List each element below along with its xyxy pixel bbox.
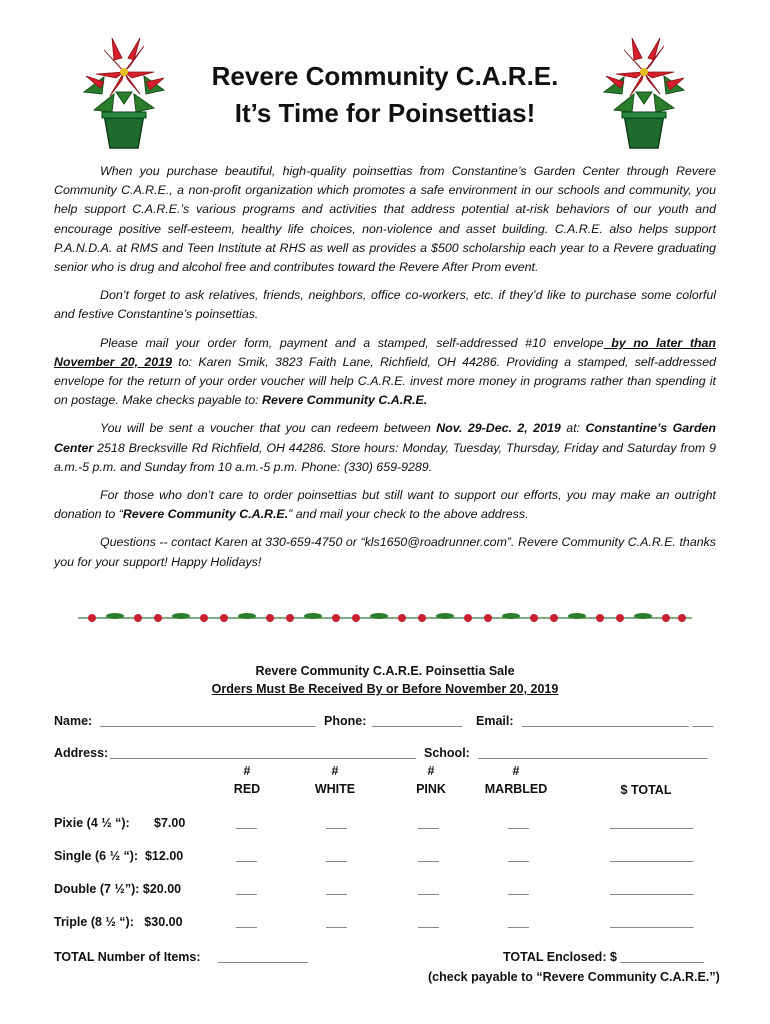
total-field-pixie[interactable]: ____________ bbox=[610, 816, 694, 830]
qty-field-triple-pink[interactable]: ___ bbox=[418, 915, 439, 929]
column-hash: # bbox=[512, 764, 520, 778]
qty-field-single-pink[interactable]: ___ bbox=[418, 849, 439, 863]
qty-field-double-pink[interactable]: ___ bbox=[418, 882, 439, 896]
qty-field-double-red[interactable]: ___ bbox=[236, 882, 257, 896]
qty-field-single-marbled[interactable]: ___ bbox=[508, 849, 529, 863]
column-header-marbled bbox=[471, 764, 561, 796]
total-items-label: TOTAL Number of Items: bbox=[54, 950, 201, 964]
address-field[interactable]: ____________________________________________ bbox=[110, 746, 416, 760]
school-field[interactable]: _________________________________ bbox=[478, 746, 708, 760]
column-label: MARBLED bbox=[484, 782, 548, 796]
page-title bbox=[180, 58, 590, 132]
column-hash: # bbox=[331, 764, 339, 778]
p5-text-a: For those who don’t care to order poinsettias but still want to support our efforts, you may make an outright donation to “ bbox=[54, 488, 716, 522]
qty-field-triple-marbled[interactable]: ___ bbox=[508, 915, 529, 929]
address-label: Address: bbox=[54, 746, 109, 760]
p4-text-c: at: bbox=[560, 421, 586, 436]
qty-field-double-marbled[interactable]: ___ bbox=[508, 882, 529, 896]
phone-field[interactable]: _____________ bbox=[372, 714, 463, 728]
redeem-dates: Nov. 29-Dec. 2, 2019 bbox=[436, 421, 561, 436]
school-label: School: bbox=[424, 746, 470, 760]
row-label-pixie: Pixie (4 ½ “): $7.00 bbox=[54, 816, 186, 830]
intro-paragraph-3 bbox=[54, 334, 716, 411]
column-hash: # bbox=[427, 764, 435, 778]
intro-paragraph-2: Don’t forget to ask relatives, friends, neighbors, office co-workers, etc. if they’d like to purchase some colorful and festive Constantine’s poinsettias. bbox=[54, 288, 716, 322]
deadline-text: by no later than November 20, 2019 bbox=[54, 335, 716, 369]
qty-field-triple-red[interactable]: ___ bbox=[236, 915, 257, 929]
column-header-red bbox=[202, 764, 292, 796]
title-line-1: Revere Community C.A.R.E. bbox=[211, 61, 559, 91]
intro-text bbox=[54, 162, 716, 581]
qty-field-pixie-marbled[interactable]: ___ bbox=[508, 816, 529, 830]
column-header-total bbox=[601, 764, 691, 797]
qty-field-double-white[interactable]: ___ bbox=[326, 882, 347, 896]
row-label-triple: Triple (8 ½ “): $30.00 bbox=[54, 915, 183, 929]
total-items-field[interactable]: _____________ bbox=[218, 950, 309, 964]
title-line-2: It’s Time for Poinsettias! bbox=[234, 98, 536, 128]
column-label: WHITE bbox=[314, 782, 356, 796]
total-field-double[interactable]: ____________ bbox=[610, 882, 694, 896]
total-field-single[interactable]: ____________ bbox=[610, 849, 694, 863]
qty-field-pixie-pink[interactable]: ___ bbox=[418, 816, 439, 830]
email-label: Email: bbox=[476, 714, 514, 728]
qty-field-pixie-red[interactable]: ___ bbox=[236, 816, 257, 830]
column-label: RED bbox=[233, 782, 261, 796]
total-field-triple[interactable]: ____________ bbox=[610, 915, 694, 929]
border-segment bbox=[78, 613, 692, 622]
qty-field-triple-white[interactable]: ___ bbox=[326, 915, 347, 929]
garden-center-name: Constantine’s Garden Center bbox=[54, 421, 716, 455]
name-field[interactable]: _______________________________ bbox=[100, 714, 316, 728]
pot-rim bbox=[102, 112, 146, 118]
p4-text-a: You will be sent a voucher that you can redeem between bbox=[100, 421, 437, 436]
column-label: $ TOTAL bbox=[620, 783, 672, 797]
payable-to-text: Revere Community C.A.R.E. bbox=[262, 393, 428, 408]
p5-text-c: ” and mail your check to the above address. bbox=[288, 507, 529, 522]
pot-rim bbox=[622, 112, 666, 118]
p3-text-c: to: Karen Smik, 3823 Faith Lane, Richfield, OH 44286. Providing a stamped, self-addressed envelope for the return of your order voucher will help C.A.R.E. invest more money in programs rather than spending it on postage. Make checks payable to: bbox=[54, 354, 716, 408]
row-label-double: Double (7 ½”): $20.00 bbox=[54, 882, 182, 896]
poinsettia-plant-icon bbox=[74, 32, 174, 152]
intro-paragraph-5 bbox=[54, 486, 716, 524]
qty-field-single-white[interactable]: ___ bbox=[326, 849, 347, 863]
form-deadline: Orders Must Be Received By or Before November 20, 2019 bbox=[211, 682, 559, 696]
check-payable-note: (check payable to “Revere Community C.A.R.E.”) bbox=[428, 970, 720, 984]
qty-field-pixie-white[interactable]: ___ bbox=[326, 816, 347, 830]
poinsettia-center bbox=[640, 68, 648, 76]
p3-text-a: Please mail your order form, payment and a stamped, self-addressed #10 envelope bbox=[100, 335, 604, 350]
column-hash: # bbox=[243, 764, 251, 778]
column-header-pink bbox=[386, 764, 476, 796]
intro-paragraph-1: When you purchase beautiful, high-quality poinsettias from Constantine’s Garden Center through Revere Community C.A.R.E., a non-profit organization which promotes a safe environment in our schools and community, you help support C.A.R.E.’s various programs and activities that address potential at-risk behaviors of our youth and encourage positive self-esteem, healthy life choices, non-violence and asset building. C.A.R.E. also helps support P.A.N.D.A. at RMS and Teen Institute at RHS as well as provides a $500 scholarship each year to a Revere graduating senior who is drug and alcohol free and contributes toward the Revere After Prom event. bbox=[54, 164, 716, 275]
column-hash bbox=[601, 764, 691, 779]
poinsettia-center bbox=[120, 68, 128, 76]
name-label: Name: bbox=[54, 714, 93, 728]
form-title: Revere Community C.A.R.E. Poinsettia Sale bbox=[255, 664, 515, 678]
column-header-white bbox=[290, 764, 380, 796]
row-label-single: Single (6 ½ “): $12.00 bbox=[54, 849, 184, 863]
donation-payee: Revere Community C.A.R.E. bbox=[122, 507, 289, 522]
p4-text-e: 2518 Brecksville Rd Richfield, OH 44286. Store hours: Monday, Tuesday, Thursday, Friday and Saturday from 9 a.m.-5 p.m. and Sunday from 10 a.m.-5 p.m. Phone: (330) 659-9289. bbox=[54, 440, 716, 474]
pot-shape bbox=[104, 114, 144, 148]
intro-paragraph-6: Questions -- contact Karen at 330-659-4750 or “kls1650@roadrunner.com”. Revere Community C.A.R.E. thanks you for your support! Happy Holidays! bbox=[54, 535, 716, 569]
qty-field-single-red[interactable]: ___ bbox=[236, 849, 257, 863]
column-label: PINK bbox=[416, 782, 446, 796]
total-enclosed-field[interactable]: TOTAL Enclosed: $ ____________ bbox=[503, 950, 704, 964]
email-field[interactable]: ________________________ ___ bbox=[522, 714, 714, 728]
phone-label: Phone: bbox=[324, 714, 367, 728]
intro-paragraph-4 bbox=[54, 419, 716, 477]
poinsettia-plant-icon bbox=[594, 32, 694, 152]
poinsettia-border-divider bbox=[78, 608, 692, 628]
pot-shape bbox=[624, 114, 664, 148]
